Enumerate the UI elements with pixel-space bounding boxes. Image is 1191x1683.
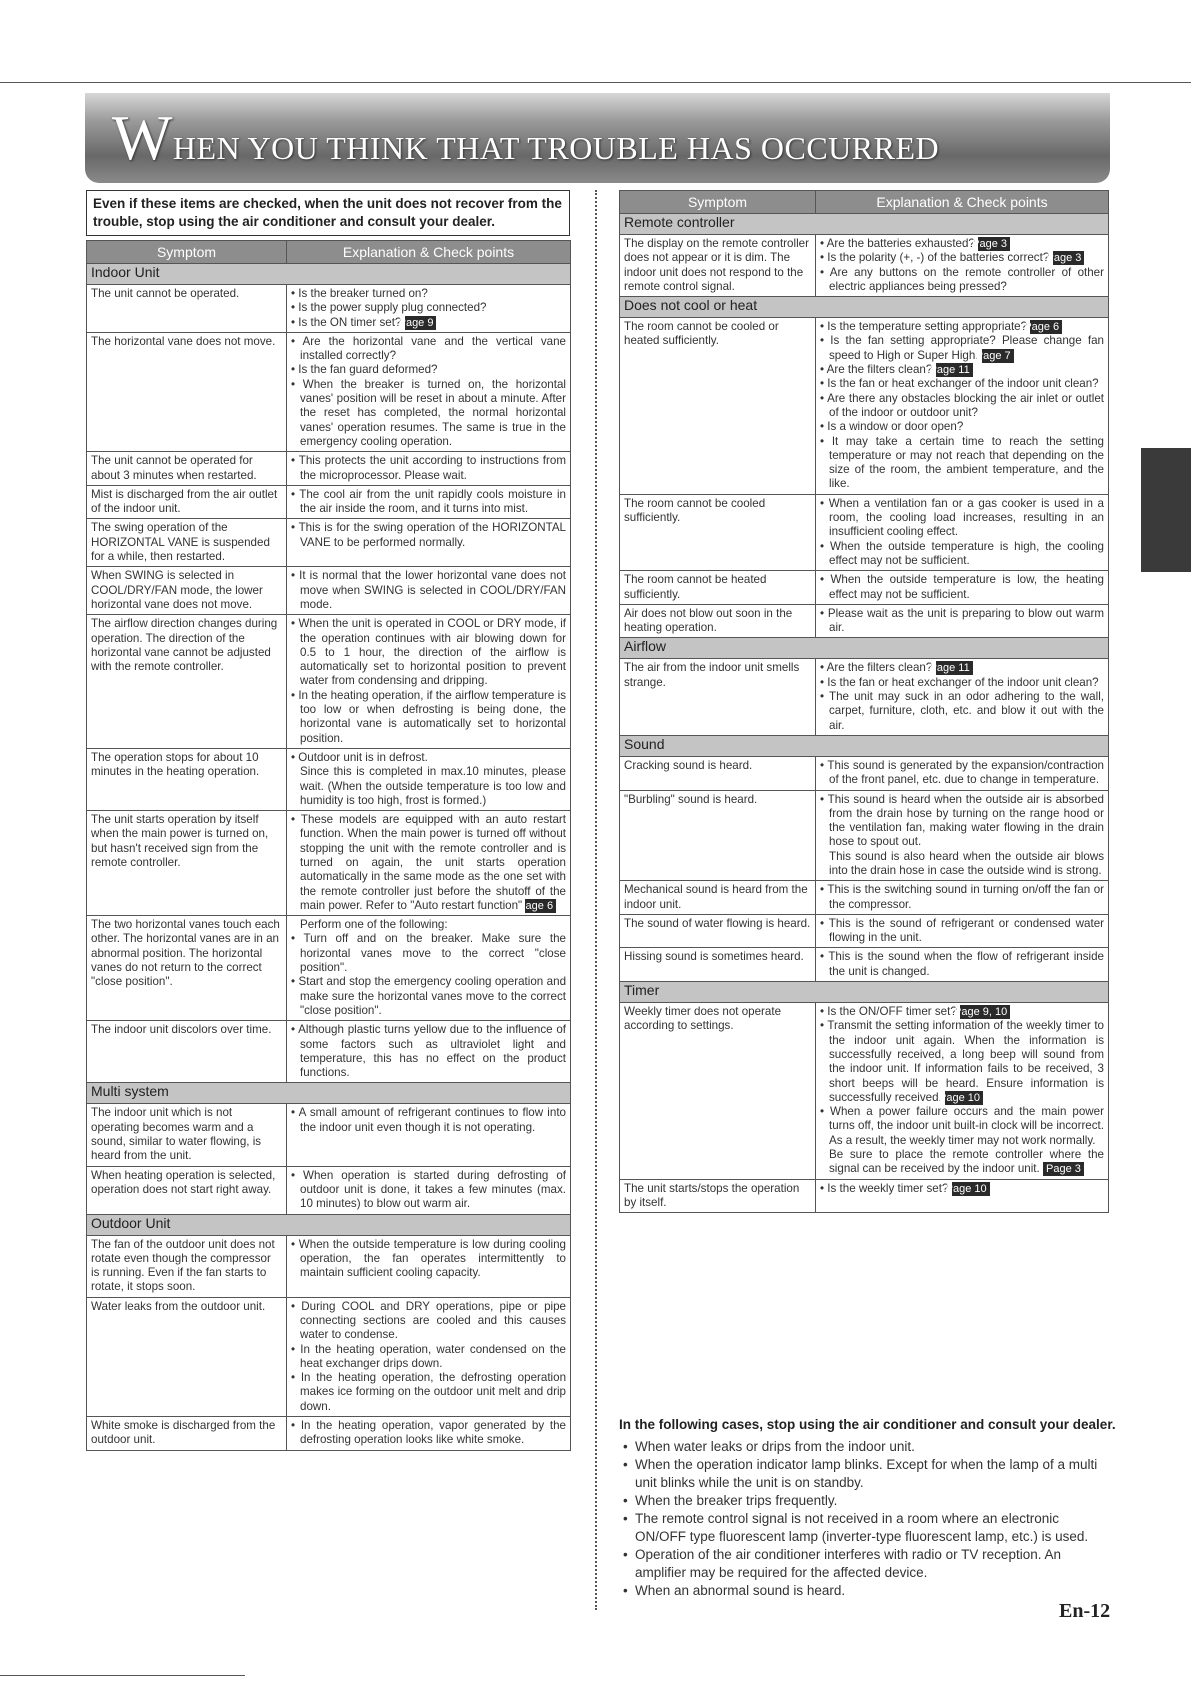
check-point-text: Are the horizontal vane and the vertical vane installed correctly? [300, 334, 566, 363]
table-row [87, 452, 571, 486]
symptom-cell: Mechanical sound is heard from the indoor unit. [620, 881, 816, 915]
bullet-icon: • [820, 496, 829, 510]
check-point-text: Is the ON/OFF timer set? [827, 1005, 957, 1019]
bullet-icon: • [291, 932, 304, 946]
symptom-header: Symptom [87, 241, 287, 264]
symptom-cell: "Burbling" sound is heard. [620, 790, 816, 881]
bullet-icon: • [291, 487, 300, 501]
symptom-cell: The airflow direction changes during operation. The direction of the horizontal vane cannot be adjusted with the remote controller. [87, 615, 287, 749]
check-point [820, 661, 1104, 675]
check-point [820, 266, 1104, 295]
table-row [620, 235, 1109, 297]
stop-cases-title: In the following cases, stop using the air conditioner and consult your dealer. [619, 1417, 1116, 1432]
page-reference-badge: Page 11 [936, 661, 973, 675]
symptom-cell: The display on the remote controller does not appear or it is dim. The indoor unit does not respond to the remote control signal. [620, 235, 816, 297]
bullet-icon: • [291, 1023, 299, 1037]
explanation-cell [816, 235, 1109, 297]
check-point-text: When the breaker is turned on, the horizontal vanes' position will be reset in about a minute. After the reset has completed, the normal horizontal vanes' operation resumes. The same is true in the emergency cooling operation. [300, 377, 567, 448]
check-point-text: Are any buttons on the remote controller of other electric appliances being pressed? [829, 265, 1104, 293]
check-point-text: Is the temperature setting appropriate? [827, 320, 1028, 334]
explanation-cell [287, 332, 571, 451]
bullet-icon: • [820, 265, 830, 279]
check-point-text: This sound is also heard when the outside air blows into the drain hose in case the outside wind is strong. [829, 849, 1104, 877]
table-row [87, 1166, 571, 1214]
table-row [620, 604, 1109, 638]
table-row [87, 1104, 571, 1166]
symptom-cell: The indoor unit which is not operating becomes warm and a sound, similar to water flowing, is heard from the unit. [87, 1104, 287, 1166]
symptom-cell: The unit cannot be operated for about 3 minutes when restarted. [87, 452, 287, 486]
explanation-cell [287, 285, 571, 333]
check-point [291, 454, 566, 483]
check-point-text: Transmit the setting information of the weekly timer to the indoor unit again. When the information is successfully received, a long beep will sound from the indoor unit. If information fails to be received, 3 short beeps will be heard. Ensure information is successfully received. [827, 1019, 1104, 1104]
check-point-text: This is the sound when the flow of refrigerant inside the unit is changed. [828, 950, 1104, 978]
bullet-icon: • [820, 320, 828, 334]
explanation-cell [816, 756, 1109, 790]
explanation-cell [816, 948, 1109, 982]
section-title: Multi system [87, 1083, 571, 1104]
symptom-cell: Weekly timer does not operate according to settings. [620, 1003, 816, 1180]
bullet-icon: • [291, 334, 303, 348]
bullet-icon: • [820, 363, 827, 377]
bullet-icon: • [820, 377, 828, 391]
check-point-text: In the heating operation, vapor generated by the defrosting operation looks like white smoke. [300, 1419, 566, 1447]
explanation-cell [287, 916, 571, 1021]
table-row [620, 571, 1109, 605]
check-point-text: The unit may suck in an odor adhering to the wall, carpet, furniture, cloth, etc. and blow it out with the air. [829, 690, 1104, 732]
bullet-icon: • [820, 420, 828, 434]
bullet-icon: • [291, 569, 300, 583]
page-number: En-12 [1059, 1600, 1111, 1622]
bullet-icon: • [291, 1371, 301, 1385]
symptom-cell: The operation stops for about 10 minutes in the heating operation. [87, 748, 287, 810]
check-point-text: Be sure to place the remote controller where the signal can be received by the indoor unit. [829, 1148, 1104, 1176]
check-point [820, 1005, 1104, 1019]
check-point [820, 1019, 1104, 1105]
check-point [820, 917, 1104, 946]
bullet-icon: • [291, 1342, 301, 1356]
bullet-icon: • [820, 251, 828, 265]
bullet-icon: • [820, 237, 827, 250]
check-point-text: Is the breaker turned on? [298, 287, 428, 300]
symptom-cell: Cracking sound is heard. [620, 756, 816, 790]
table-row [87, 1235, 571, 1297]
bullet-icon: • [291, 1168, 304, 1182]
symptom-cell: The unit starts operation by itself when the main power is turned on, but hasn't received sign from the remote controller. [87, 811, 287, 916]
check-point-text: Turn off and on the breaker. Make sure the horizontal vanes move to the correct "close position". [300, 932, 566, 975]
symptom-cell: Mist is discharged from the air outlet of the indoor unit. [87, 485, 287, 519]
check-point [820, 320, 1104, 334]
check-point-text: In the heating operation, water condensed on the heat exchanger drips down. [300, 1342, 567, 1370]
check-point [291, 932, 566, 975]
stop-case-item: • When the operation indicator lamp blinks. Except for when the lamp of a multi unit blinks while the unit is on standby. [619, 1456, 1109, 1492]
table-row [620, 494, 1109, 570]
bullet-icon: • [820, 391, 828, 405]
check-point-text: A small amount of refrigerant continues to flow into the indoor unit even though it is not operating. [298, 1106, 566, 1134]
check-point-text: In the heating operation, the defrosting operation makes ice forming on the outdoor unit melt and drip down. [300, 1371, 567, 1413]
table-row [87, 1021, 571, 1083]
bullet-icon: • [820, 916, 829, 930]
bullet-icon: • [820, 334, 831, 348]
bullet-icon: • [291, 1299, 302, 1313]
check-point [820, 377, 1104, 391]
check-point-text: Is the fan or heat exchanger of the indoor unit clean? [827, 377, 1099, 391]
check-point [291, 488, 566, 517]
check-point [291, 751, 566, 765]
explanation-cell [287, 615, 571, 749]
bullet-icon: • [820, 1019, 828, 1033]
check-point-text: Is the fan or heat exchanger of the indoor unit clean? [827, 675, 1099, 689]
page-reference-badge: Page 11 [936, 363, 973, 377]
check-point [820, 392, 1104, 421]
section-title: Sound [620, 735, 1109, 756]
check-point [820, 950, 1104, 979]
section-title: Timer [620, 982, 1109, 1003]
section-header-row [620, 735, 1109, 756]
page-reference-badge: page 6 [525, 899, 556, 913]
explanation-cell [287, 1104, 571, 1166]
section-title: Outdoor Unit [87, 1214, 571, 1235]
check-point-text: Is a window or door open? [827, 420, 964, 434]
check-point-text: This sound is generated by the expansion/contraction of the front panel, etc. due to change in temperature. [827, 758, 1105, 787]
check-point-text: Is the fan guard deformed? [298, 363, 438, 377]
check-point [820, 850, 1104, 879]
symptom-cell: The horizontal vane does not move. [87, 332, 287, 451]
check-point [291, 1169, 566, 1212]
bullet-icon: • [820, 606, 828, 620]
symptom-cell: The room cannot be cooled or heated sufficiently. [620, 318, 816, 495]
check-point [291, 363, 566, 377]
notice-box: Even if these items are checked, when the unit does not recover from the trouble, stop using the air conditioner and consult your dealer. [86, 190, 570, 236]
check-point [820, 573, 1104, 602]
bullet-icon: • [291, 813, 301, 827]
check-point-text: Is the fan setting appropriate? Please change fan speed to High or Super High. [829, 334, 1105, 362]
symptom-cell: When SWING is selected in COOL/DRY/FAN mode, the lower horizontal vane does not move. [87, 567, 287, 615]
bullet-icon: • [291, 1419, 301, 1433]
check-point [291, 617, 566, 688]
check-point-text: This protects the unit according to instructions from the microprocessor. Please wait. [298, 454, 566, 482]
explanation-cell [287, 452, 571, 486]
column-divider [595, 190, 597, 1610]
stop-case-item: • The remote control signal is not received in a room where an electronic ON/OFF type fluorescent lamp (inverter-type fluorescent lamp, etc.) is used. [619, 1510, 1109, 1546]
page-reference-badge: Page 7 [982, 349, 1014, 363]
bottom-rule [0, 1675, 245, 1676]
check-point-text: During COOL and DRY operations, pipe or pipe connecting sections are cooled and this causes water to condense. [300, 1299, 567, 1342]
section-title: Remote controller [620, 214, 1109, 235]
stop-cases-list [619, 1438, 1109, 1600]
bullet-icon: • [291, 617, 299, 631]
check-point-text: The cool air from the unit rapidly cools moisture in the air inside the room, and it turns into mist. [299, 487, 566, 516]
page-reference-badge: Page 3 [1053, 251, 1085, 265]
check-point [820, 363, 1104, 377]
explanation-cell [816, 571, 1109, 605]
explanation-cell [816, 659, 1109, 735]
check-point [820, 793, 1104, 850]
check-point [291, 335, 566, 364]
symptom-cell: The swing operation of the HORIZONTAL VANE is suspended for a while, then restarted. [87, 519, 287, 567]
bullet-icon: • [291, 1106, 299, 1120]
check-point [820, 420, 1104, 434]
check-point [820, 497, 1104, 540]
bullet-icon: • [820, 950, 829, 964]
table-row [620, 756, 1109, 790]
check-point [820, 607, 1104, 636]
check-point-text: These models are equipped with an auto restart function. When the main power is turned off without stopping the unit with the remote controller and is turned on again, the unit starts operation automatically in the same mode as the one set with the remote controller just before the shutoff of the main power. Refer to "Auto restart function" [300, 813, 566, 912]
bullet-icon: • [291, 454, 299, 468]
check-point [820, 237, 1104, 251]
title-text: HEN YOU THINK THAT TROUBLE HAS OCCURRED [172, 130, 940, 166]
section-header-row [620, 297, 1109, 318]
check-point-text: This is the switching sound in turning on/off the fan or the compressor. [827, 883, 1105, 911]
bullet-icon: • [291, 363, 299, 377]
check-point [820, 1105, 1104, 1148]
table-row [620, 318, 1109, 495]
table-row [87, 811, 571, 916]
explanation-cell [816, 1179, 1109, 1213]
check-point-text: Since this is completed in max.10 minutes, please wait. (When the outside temperature is too low and humidity is too high, frost is formed.) [300, 765, 566, 807]
bullet-icon: • [820, 573, 831, 587]
symptom-cell: The room cannot be cooled sufficiently. [620, 494, 816, 570]
check-point [291, 287, 566, 301]
stop-case-item: • Operation of the air conditioner interferes with radio or TV reception. An amplifier may be required for the affected device. [619, 1546, 1109, 1582]
explanation-cell [287, 1166, 571, 1214]
explanation-cell [816, 318, 1109, 495]
explanation-cell [287, 519, 571, 567]
table-row [620, 1003, 1109, 1180]
bullet-icon: • [820, 883, 828, 897]
bullet-icon: • [820, 690, 829, 704]
check-point-text: This sound is heard when the outside air is absorbed from the drain hose by turning on the range hood or the ventilation fan, making water flowing in the drain hose to spout out. [827, 792, 1105, 849]
check-point [291, 918, 566, 932]
bullet-icon: • [291, 287, 299, 300]
check-point [291, 316, 566, 330]
section-header-row [87, 1214, 571, 1235]
check-point-text: Please wait as the unit is preparing to blow out warm air. [827, 606, 1104, 635]
explanation-header: Explanation & Check points [816, 191, 1109, 214]
explanation-cell [816, 604, 1109, 638]
check-point [291, 301, 566, 315]
page-reference-badge: Page 3 [978, 237, 1010, 251]
symptom-cell: The fan of the outdoor unit does not rotate even though the compressor is running. Even if the fan starts to rotate, it stops soon. [87, 1235, 287, 1297]
check-point-text: When the outside temperature is low, the heating effect may not be sufficient. [829, 573, 1104, 601]
table-row [87, 485, 571, 519]
check-point [820, 334, 1104, 363]
stop-case-item: • When water leaks or drips from the indoor unit. [619, 1438, 1109, 1456]
bullet-icon: • [291, 688, 299, 702]
bullet-icon: • [820, 434, 832, 448]
check-point-text: Is the weekly timer set? [827, 1181, 949, 1195]
explanation-cell [287, 1297, 571, 1416]
troubleshooting-table-right [619, 190, 1109, 1213]
symptom-cell: The two horizontal vanes touch each other. The horizontal vanes are in an abnormal position. The horizontal vanes do not return to the correct "close position". [87, 916, 287, 1021]
bullet-icon: • [291, 975, 299, 989]
symptom-cell: Air does not blow out soon in the heating operation. [620, 604, 816, 638]
check-point [291, 1106, 566, 1135]
table-row [620, 1179, 1109, 1213]
check-point [291, 1023, 566, 1080]
explanation-cell [287, 811, 571, 916]
table-row [87, 332, 571, 451]
table-row [87, 916, 571, 1021]
table-row [87, 615, 571, 749]
explanation-cell [816, 881, 1109, 915]
page-reference-badge: Page 9, 10 [960, 1005, 1010, 1019]
check-point [291, 521, 566, 550]
page-reference-badge: Page 6 [1030, 320, 1062, 334]
check-point-text: Although plastic turns yellow due to the influence of some factors such as ultraviolet light and temperature, this has no effect on the product functions. [298, 1023, 566, 1080]
bullet-icon: • [820, 539, 830, 553]
bullet-icon: • [291, 301, 299, 315]
symptom-cell: Hissing sound is sometimes heard. [620, 948, 816, 982]
symptom-cell: The indoor unit discolors over time. [87, 1021, 287, 1083]
check-point-text: When a power failure occurs and the main power turns off, the indoor unit built-in clock will be incorrect. As a result, the weekly timer may not work normally. [829, 1105, 1104, 1147]
check-point-text: Perform one of the following: [300, 918, 448, 932]
check-point [820, 1148, 1104, 1177]
check-point-text: Is the power supply plug connected? [298, 301, 487, 315]
explanation-cell [816, 494, 1109, 570]
check-point-text: Are the batteries exhausted? [826, 237, 975, 250]
bullet-icon: • [820, 661, 827, 675]
table-row [620, 790, 1109, 881]
explanation-cell [287, 1417, 571, 1451]
check-point [291, 813, 566, 913]
table-row [87, 285, 571, 333]
check-point [291, 1419, 566, 1448]
explanation-cell [816, 790, 1109, 881]
check-point [291, 378, 566, 449]
stop-case-item: • When the breaker trips frequently. [619, 1492, 1109, 1510]
symptom-cell: White smoke is discharged from the outdoor unit. [87, 1417, 287, 1451]
top-rule [0, 82, 1191, 83]
check-point-text: When the outside temperature is high, the cooling effect may not be sufficient. [829, 539, 1104, 567]
table-row [87, 519, 571, 567]
troubleshooting-table-left [86, 240, 571, 1451]
symptom-cell: When heating operation is selected, operation does not start right away. [87, 1166, 287, 1214]
chapter-tab [1141, 448, 1191, 572]
symptom-header: Symptom [620, 191, 816, 214]
symptom-cell: The unit cannot be operated. [87, 285, 287, 333]
explanation-cell [816, 914, 1109, 948]
page-reference-badge: Page 3 [1043, 1162, 1084, 1176]
check-point [291, 1300, 566, 1343]
check-point [820, 251, 1104, 265]
check-point [291, 689, 566, 746]
table-row [87, 567, 571, 615]
section-title: Airflow [620, 638, 1109, 659]
explanation-cell [287, 1235, 571, 1297]
check-point [291, 765, 566, 808]
check-point-text: It is normal that the lower horizontal vane does not move when SWING is selected in COOL/DRY/FAN mode. [299, 569, 567, 611]
check-point [820, 540, 1104, 569]
check-point-text: When operation is started during defrosting of outdoor unit is done, it takes a few minutes (max. 10 minutes) to blow out warm air. [300, 1168, 566, 1211]
bullet-icon: • [820, 758, 828, 772]
bullet-icon: • [820, 675, 828, 689]
check-point-text: Is the polarity (+, -) of the batteries correct? [827, 251, 1050, 265]
symptom-cell: The unit starts/stops the operation by itself. [620, 1179, 816, 1213]
table-row [620, 948, 1109, 982]
check-point [291, 975, 566, 1018]
bullet-icon: • [291, 377, 303, 391]
explanation-cell [287, 485, 571, 519]
check-point-text: Are the filters clean? [826, 363, 933, 377]
section-header-row [87, 264, 571, 285]
explanation-cell [816, 1003, 1109, 1180]
bullet-icon: • [820, 1105, 831, 1119]
bullet-icon: • [820, 1181, 828, 1195]
stop-case-item: • When an abnormal sound is heard. [619, 1582, 1109, 1600]
bullet-icon: • [820, 1005, 828, 1019]
check-point-text: Is the ON timer set? [298, 315, 402, 329]
check-point-text: In the heating operation, if the airflow temperature is too low or when defrosting is being done, the horizontal vane is automatically set to horizontal position. [298, 688, 566, 745]
check-point-text: It may take a certain time to reach the setting temperature or may not reach that depending on the size of the room, the ambient temperature, and the like. [829, 434, 1105, 491]
explanation-header: Explanation & Check points [287, 241, 571, 264]
check-point [820, 676, 1104, 690]
check-point-text: When the outside temperature is low during cooling operation, the fan operates intermittently to maintain sufficient cooling capacity. [298, 1237, 566, 1280]
page-title [112, 102, 940, 180]
section-title: Does not cool or heat [620, 297, 1109, 318]
symptom-cell: The room cannot be heated sufficiently. [620, 571, 816, 605]
symptom-cell: Water leaks from the outdoor unit. [87, 1297, 287, 1416]
check-point [291, 1238, 566, 1281]
page-reference-badge: Page 9 [405, 316, 437, 330]
check-point [291, 1343, 566, 1372]
table-row [620, 659, 1109, 735]
explanation-cell [287, 748, 571, 810]
check-point [291, 1371, 566, 1414]
check-point [820, 1182, 1104, 1196]
bullet-icon: • [820, 792, 828, 806]
table-row [87, 1417, 571, 1451]
table-row [87, 748, 571, 810]
check-point-text: Start and stop the emergency cooling operation and make sure the horizontal vanes move to the correct "close position". [298, 975, 567, 1017]
check-point [820, 435, 1104, 492]
section-title: Indoor Unit [87, 264, 571, 285]
check-point [820, 759, 1104, 788]
explanation-cell [287, 1021, 571, 1083]
section-header-row [620, 214, 1109, 235]
symptom-cell: The sound of water flowing is heard. [620, 914, 816, 948]
check-point-text: Outdoor unit is in defrost. [298, 750, 428, 764]
check-point-text: When a ventilation fan or a gas cooker is used in a room, the cooling load increases, resulting in an insufficient cooling effect. [828, 496, 1104, 539]
table-row [87, 1297, 571, 1416]
symptom-cell: The air from the indoor unit smells strange. [620, 659, 816, 735]
bullet-icon: • [291, 1237, 299, 1251]
check-point [291, 569, 566, 612]
page-reference-badge: Page 10 [952, 1182, 990, 1196]
check-point-text: When the unit is operated in COOL or DRY mode, if the operation continues with air blowing down for 0.5 to 1 hour, the direction of the airflow is automatically set to horizontal position to prevent water from condensing and dripping. [298, 617, 567, 688]
check-point-text: This is for the swing operation of the HORIZONTAL VANE to be performed normally. [298, 521, 566, 549]
section-header-row [87, 1083, 571, 1104]
table-row [620, 881, 1109, 915]
bullet-icon: • [291, 750, 299, 764]
check-point-text: This is the sound of refrigerant or condensed water flowing in the unit. [828, 916, 1104, 945]
bullet-icon: • [291, 521, 299, 535]
bullet-icon: • [291, 315, 299, 329]
check-point [820, 690, 1104, 733]
section-header-row [620, 638, 1109, 659]
page-reference-badge: Page 10 [945, 1091, 983, 1105]
check-point [820, 883, 1104, 912]
section-header-row [620, 982, 1109, 1003]
title-initial: W [112, 102, 173, 173]
table-row [620, 914, 1109, 948]
check-point-text: Are the filters clean? [826, 661, 933, 675]
check-point-text: Are there any obstacles blocking the air inlet or outlet of the indoor or outdoor unit? [827, 391, 1105, 419]
explanation-cell [287, 567, 571, 615]
